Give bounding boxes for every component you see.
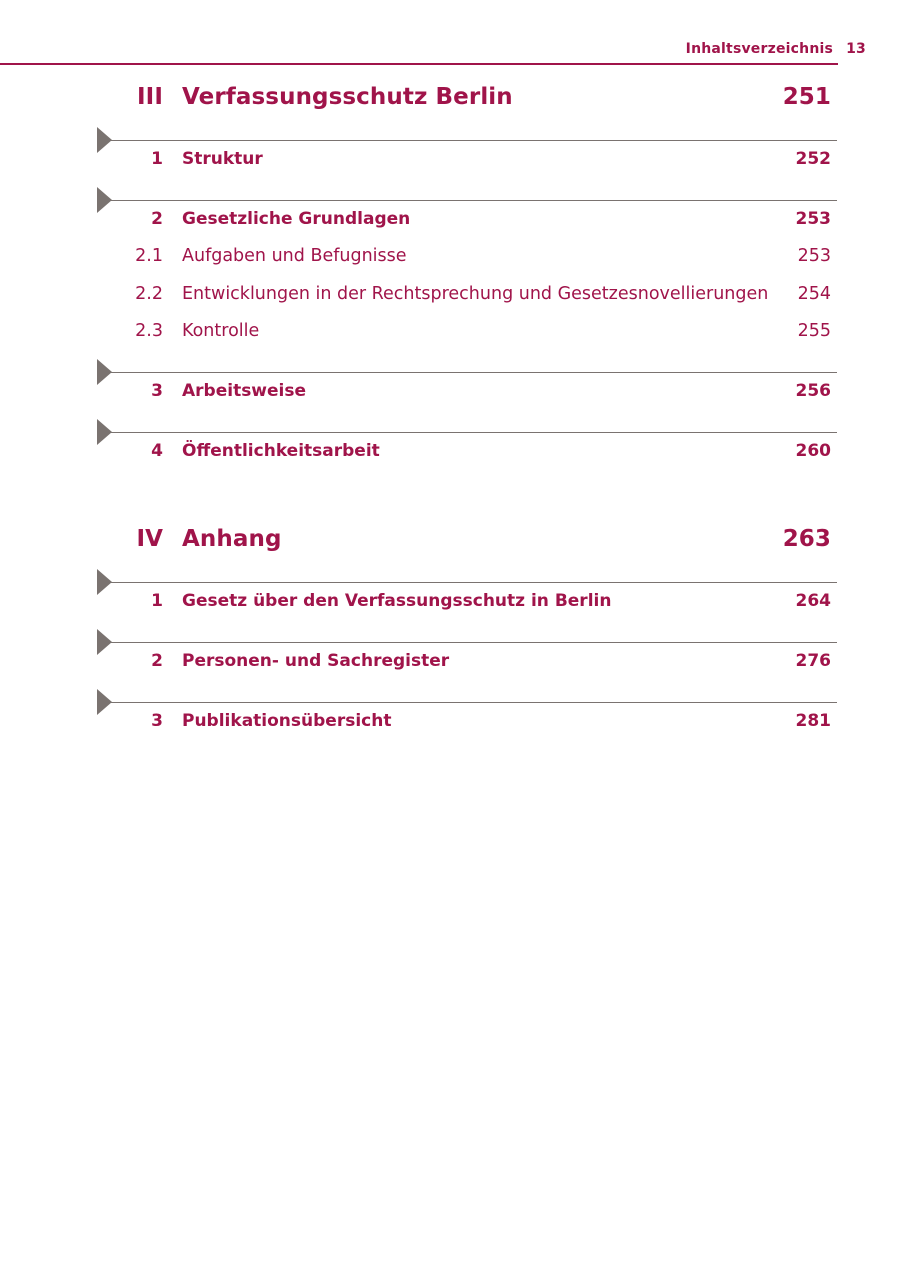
part-title: Verfassungsschutz Berlin <box>182 84 513 110</box>
chapter-title: Struktur <box>182 149 263 169</box>
chapter-title: Arbeitsweise <box>182 381 307 401</box>
divider-line <box>105 702 837 703</box>
header-section-title: Inhaltsverzeichnis <box>685 41 834 57</box>
chapter-title: Publikationsübersicht <box>182 711 392 731</box>
part-title: Anhang <box>182 526 282 552</box>
section-number: 2.3 <box>135 321 163 341</box>
page-header <box>0 0 900 66</box>
divider-line <box>105 432 837 433</box>
chapter-number: 3 <box>151 381 163 401</box>
part-page-number: 263 <box>782 526 831 552</box>
section-page-number: 253 <box>797 246 831 266</box>
chapter-page-number: 260 <box>795 441 831 461</box>
section-page-number: 254 <box>797 284 831 304</box>
section-number: 2.2 <box>135 284 163 304</box>
chapter-title: Gesetzliche Grundlagen <box>182 209 411 229</box>
divider-line <box>105 642 837 643</box>
chapter-page-number: 276 <box>795 651 831 671</box>
chapter-number: 1 <box>151 149 163 169</box>
chapter-number: 3 <box>151 711 163 731</box>
section-title: Kontrolle <box>182 321 260 341</box>
part-number: IV <box>136 526 163 552</box>
chapter-title: Öffentlichkeitsarbeit <box>182 441 380 461</box>
section-number: 2.1 <box>135 246 163 266</box>
chapter-page-number: 264 <box>795 591 831 611</box>
running-header <box>686 41 866 57</box>
divider-line <box>105 582 837 583</box>
chapter-title: Personen- und Sachregister <box>182 651 450 671</box>
header-rule <box>0 63 838 65</box>
divider-line <box>105 200 837 201</box>
chapter-title: Gesetz über den Verfassungsschutz in Berlin <box>182 591 612 611</box>
header-page-number: 13 <box>846 41 866 57</box>
section-title: Entwicklungen in der Rechtsprechung und Gesetzesnovellierungen <box>182 284 769 304</box>
chapter-page-number: 281 <box>795 711 831 731</box>
divider-line <box>105 140 837 141</box>
chapter-number: 2 <box>151 651 163 671</box>
chapter-number: 1 <box>151 591 163 611</box>
section-page-number: 255 <box>797 321 831 341</box>
chapter-page-number: 252 <box>795 149 831 169</box>
chapter-number: 2 <box>151 209 163 229</box>
divider-line <box>105 372 837 373</box>
part-page-number: 251 <box>782 84 831 110</box>
chapter-number: 4 <box>151 441 163 461</box>
chapter-page-number: 253 <box>795 209 831 229</box>
section-title: Aufgaben und Befugnisse <box>182 246 407 266</box>
chapter-page-number: 256 <box>795 381 831 401</box>
part-number: III <box>137 84 163 110</box>
